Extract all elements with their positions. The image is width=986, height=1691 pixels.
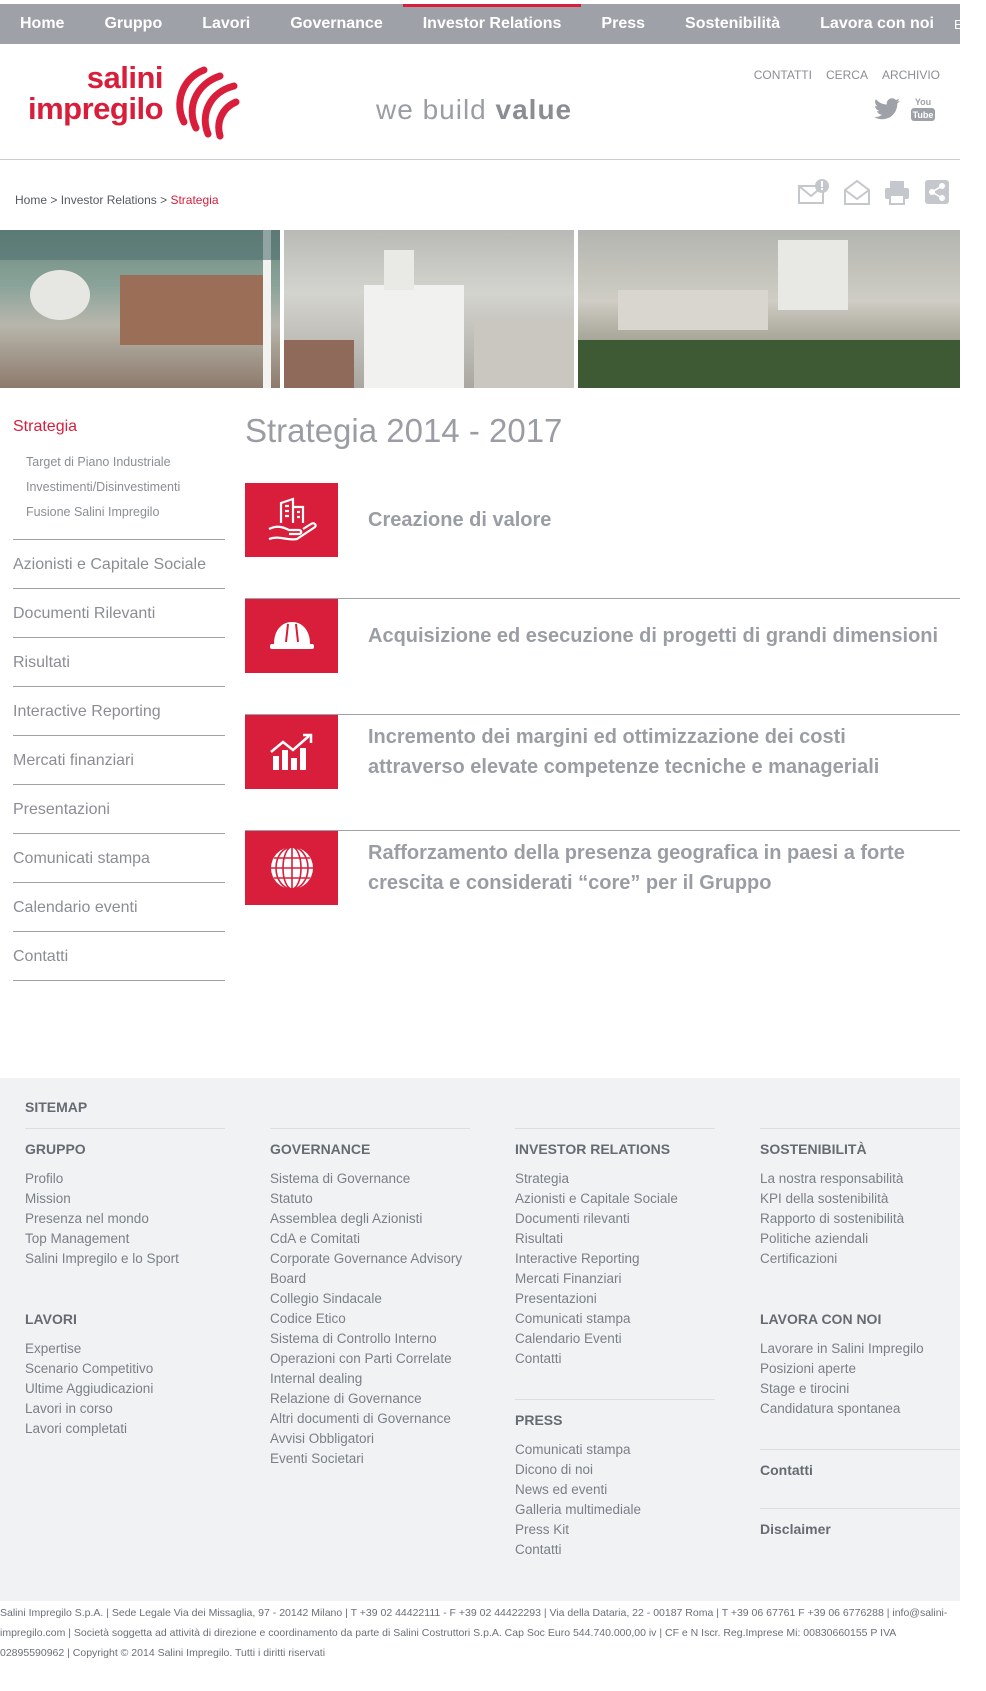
- footer-link[interactable]: Sistema di Controllo Interno: [270, 1331, 437, 1346]
- logo-word-salini: salini: [86, 60, 163, 95]
- hard-hat-icon: [268, 616, 316, 656]
- sitemap-title: SITEMAP: [25, 1099, 88, 1115]
- sidebar-item-documenti[interactable]: Documenti Rilevanti: [13, 589, 225, 638]
- footer-link[interactable]: Eventi Societari: [270, 1451, 364, 1466]
- hero-banner: [0, 230, 960, 388]
- footer-link[interactable]: KPI della sostenibilità: [760, 1191, 889, 1206]
- footer-link[interactable]: Comunicati stampa: [515, 1311, 631, 1326]
- youtube-icon[interactable]: [910, 96, 936, 122]
- footer-link[interactable]: Documenti rilevanti: [515, 1211, 630, 1226]
- footer-link[interactable]: Rapporto di sostenibilità: [760, 1211, 905, 1226]
- nav-home[interactable]: Home: [20, 15, 65, 32]
- breadcrumb-investor-relations[interactable]: Investor Relations: [60, 193, 157, 207]
- sidebar-title-strategia[interactable]: Strategia: [13, 418, 78, 435]
- sidebar-item-presentazioni[interactable]: Presentazioni: [13, 785, 225, 834]
- footer-heading[interactable]: GOVERNANCE: [270, 1141, 371, 1157]
- hero-photo-construction-site: [284, 230, 574, 388]
- strategy-item: [245, 599, 960, 715]
- svg-text:You: You: [914, 97, 932, 107]
- footer-link[interactable]: Interactive Reporting: [515, 1251, 640, 1266]
- footer-link[interactable]: Operazioni con Parti Correlate: [270, 1351, 452, 1366]
- footer-heading[interactable]: PRESS: [515, 1412, 563, 1428]
- legal-notice: Salini Impregilo S.p.A. | Sede Legale Via dei Missaglia, 97 - 20142 Milano | T +39 02 44422111 - F +39 02 44422293 | Via della Dataria, 22 - 00187 Roma | T +39 06 67761 F +39 06 6776288 | info@salini-impregilo.com | Società soggetta ad attività di direzione e coordinamento da parte di Salini Costruttori S.p.A. Cap Soc Euro 544.740.000,00 iv | CF e N Iscr. Reg.Imprese Mi: 00830660155 P IVA 02895590962 | Copyright © 2014 Salini Impregilo. Tutti i diritti riservati: [0, 1607, 948, 1659]
- tagline: we build value: [376, 94, 573, 125]
- footer-link[interactable]: Contatti: [515, 1542, 562, 1557]
- footer-link[interactable]: Corporate Governance Advisory Board: [270, 1251, 463, 1286]
- footer-link[interactable]: Politiche aziendali: [760, 1231, 869, 1246]
- strategy-text[interactable]: Rafforzamento della presenza geografica in paesi a forte crescita e considerati “core” per il Gruppo: [368, 842, 905, 894]
- footer-heading[interactable]: GRUPPO: [25, 1141, 86, 1157]
- footer-link[interactable]: Profilo: [25, 1171, 64, 1186]
- footer-link[interactable]: Statuto: [270, 1191, 313, 1206]
- twitter-icon[interactable]: [874, 98, 900, 120]
- share-icon[interactable]: [924, 178, 950, 206]
- footer-section-press: [515, 1399, 715, 1560]
- send-mail-icon[interactable]: [844, 178, 870, 206]
- footer-link[interactable]: Top Management: [25, 1231, 130, 1246]
- footer-link[interactable]: Sistema di Governance: [270, 1171, 411, 1186]
- footer-link[interactable]: Lavorare in Salini Impregilo: [760, 1341, 924, 1356]
- footer-section-governance: [270, 1128, 470, 1469]
- sidebar-sub-target-piano[interactable]: Target di Piano Industriale: [26, 455, 171, 469]
- footer-section-contatti: [760, 1449, 960, 1478]
- footer-link[interactable]: Candidatura spontanea: [760, 1401, 901, 1416]
- footer-link[interactable]: Scenario Competitivo: [25, 1361, 154, 1376]
- social-links: [874, 96, 936, 122]
- sidebar-item-contatti[interactable]: Contatti: [13, 932, 225, 981]
- footer-link[interactable]: Salini Impregilo e lo Sport: [25, 1251, 179, 1266]
- footer-link[interactable]: Stage e tirocini: [760, 1381, 850, 1396]
- mail-alert-icon[interactable]: [798, 178, 830, 206]
- site-header: [0, 44, 960, 160]
- strategy-item: [245, 715, 960, 831]
- main-navigation: [0, 4, 972, 44]
- globe-icon: [267, 843, 317, 893]
- breadcrumb-current: Strategia: [170, 193, 219, 207]
- footer-link[interactable]: Posizioni aperte: [760, 1361, 857, 1376]
- footer-link[interactable]: Risultati: [515, 1231, 564, 1246]
- footer-heading[interactable]: INVESTOR RELATIONS: [515, 1141, 671, 1157]
- footer-link[interactable]: Assemblea degli Azionisti: [270, 1211, 423, 1226]
- cerca-link[interactable]: CERCA: [825, 68, 868, 82]
- print-icon[interactable]: [884, 178, 910, 206]
- hero-photo-industrial-plant: [578, 230, 960, 388]
- footer-link[interactable]: Strategia: [515, 1171, 570, 1186]
- footer-link[interactable]: Comunicati stampa: [515, 1442, 631, 1457]
- nav-lavora-con-noi[interactable]: Lavora con noi: [820, 15, 934, 32]
- sidebar-item-mercati[interactable]: Mercati finanziari: [13, 736, 225, 785]
- footer-link[interactable]: Presenza nel mondo: [25, 1211, 149, 1226]
- logo-ribbons-icon: [170, 64, 240, 140]
- footer-heading[interactable]: LAVORI: [25, 1311, 77, 1327]
- strategy-text[interactable]: Creazione di valore: [368, 509, 552, 531]
- page-title: Strategia 2014 - 2017: [245, 412, 563, 449]
- footer-link[interactable]: Ultime Aggiudicazioni: [25, 1381, 154, 1396]
- section-sidebar: [13, 418, 225, 981]
- footer-heading[interactable]: Contatti: [760, 1462, 813, 1478]
- strategy-item: [245, 831, 960, 947]
- footer-link[interactable]: La nostra responsabilità: [760, 1171, 904, 1186]
- footer-link[interactable]: Azionisti e Capitale Sociale: [515, 1191, 678, 1206]
- footer-column-2: [270, 1128, 470, 1499]
- footer-column-1: [25, 1128, 225, 1469]
- logo-word-impregilo: impregilo: [27, 91, 163, 126]
- footer-link[interactable]: Relazione di Governance: [270, 1391, 422, 1406]
- footer-column-3: [515, 1128, 715, 1590]
- footer-section-gruppo: [25, 1128, 225, 1269]
- footer-link[interactable]: Mercati Finanziari: [515, 1271, 622, 1286]
- footer-column-4: [760, 1128, 960, 1567]
- strategy-text[interactable]: Acquisizione ed esecuzione di progetti di grandi dimensioni: [368, 625, 939, 647]
- footer-link[interactable]: Certificazioni: [760, 1251, 838, 1266]
- sidebar-item-interactive-reporting[interactable]: Interactive Reporting: [13, 687, 225, 736]
- sidebar-item-azionisti[interactable]: Azionisti e Capitale Sociale: [13, 540, 225, 589]
- footer-link[interactable]: Collegio Sindacale: [270, 1291, 382, 1306]
- footer-link[interactable]: Presentazioni: [515, 1291, 597, 1306]
- building-hand-icon: [265, 493, 319, 547]
- footer-link[interactable]: Press Kit: [515, 1522, 570, 1537]
- hero-photo-power-plant: [0, 230, 280, 388]
- footer-section-lavora-con-noi: [760, 1299, 960, 1419]
- nav-investor-relations[interactable]: Investor Relations: [403, 4, 582, 44]
- nav-press[interactable]: Press: [601, 15, 646, 32]
- footer-link[interactable]: CdA e Comitati: [270, 1231, 361, 1246]
- nav-gruppo[interactable]: Gruppo: [104, 15, 163, 32]
- sidebar-sub-fusione[interactable]: Fusione Salini Impregilo: [26, 505, 160, 519]
- footer-section-lavori: [25, 1299, 225, 1439]
- footer-section-disclaimer: [760, 1508, 960, 1537]
- footer-link[interactable]: Altri documenti di Governance: [270, 1411, 451, 1426]
- footer-link[interactable]: News ed eventi: [515, 1482, 608, 1497]
- footer-section-sostenibilita: [760, 1128, 960, 1269]
- nav-governance[interactable]: Governance: [290, 15, 383, 32]
- language-switch[interactable]: EN: [953, 16, 972, 32]
- growth-chart-icon: [267, 730, 317, 774]
- footer-link[interactable]: Calendario Eventi: [515, 1331, 622, 1346]
- contatti-link[interactable]: CONTATTI: [753, 68, 812, 82]
- salini-impregilo-logo[interactable]: [18, 62, 243, 142]
- breadcrumb-home[interactable]: Home: [15, 193, 48, 207]
- footer-link[interactable]: Dicono di noi: [515, 1462, 594, 1477]
- sidebar-sub-investimenti[interactable]: Investimenti/Disinvestimenti: [26, 480, 181, 494]
- footer-link[interactable]: Expertise: [25, 1341, 82, 1356]
- footer-link[interactable]: Contatti: [515, 1351, 562, 1366]
- page-tools: [798, 178, 950, 206]
- footer-link[interactable]: Galleria multimediale: [515, 1502, 642, 1517]
- main-content: [245, 412, 960, 947]
- sidebar-item-comunicati[interactable]: Comunicati stampa: [13, 834, 225, 883]
- footer-heading[interactable]: SOSTENIBILITÀ: [760, 1141, 867, 1157]
- footer-sitemap: [0, 1078, 960, 1601]
- strategy-text[interactable]: Incremento dei margini ed ottimizzazione dei costi attraverso elevate competenze tecniche e manageriali: [368, 726, 880, 778]
- sidebar-item-risultati[interactable]: Risultati: [13, 638, 225, 687]
- utility-links: [754, 68, 940, 82]
- nav-lavori[interactable]: Lavori: [202, 15, 251, 32]
- footer-link[interactable]: Internal dealing: [270, 1371, 363, 1386]
- footer-heading[interactable]: LAVORA CON NOI: [760, 1311, 882, 1327]
- breadcrumb: Home > Investor Relations > Strategia: [15, 193, 219, 207]
- sidebar-item-calendario[interactable]: Calendario eventi: [13, 883, 225, 932]
- footer-link[interactable]: Avvisi Obbligatori: [270, 1431, 375, 1446]
- footer-link[interactable]: Lavori completati: [25, 1421, 128, 1436]
- footer-link[interactable]: Lavori in corso: [25, 1401, 113, 1416]
- archivio-link[interactable]: ARCHIVIO: [881, 68, 940, 82]
- strategy-item: [245, 483, 960, 599]
- footer-link[interactable]: Mission: [25, 1191, 71, 1206]
- svg-text:Tube: Tube: [912, 110, 934, 120]
- footer-heading[interactable]: Disclaimer: [760, 1521, 831, 1537]
- footer-link[interactable]: Codice Etico: [270, 1311, 346, 1326]
- nav-sostenibilita[interactable]: Sostenibilità: [685, 15, 781, 32]
- footer-section-investor-relations: [515, 1128, 715, 1369]
